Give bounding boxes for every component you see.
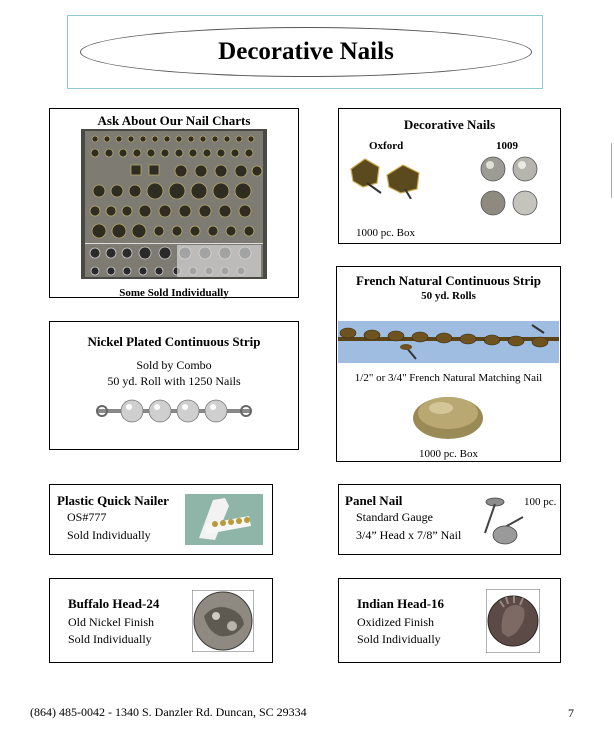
- buffalo-head-title: Buffalo Head-24: [68, 596, 160, 611]
- footer-contact: (864) 485-0042 - 1340 S. Danzler Rd. Duncan, SC 29334: [30, 705, 307, 719]
- french-box-note: 1000 pc. Box: [419, 448, 478, 460]
- nickel-strip-title: Nickel Plated Continuous Strip: [87, 334, 261, 349]
- indian-head-line2: Sold Individually: [357, 632, 441, 646]
- plastic-nailer-line1: OS#777: [67, 510, 107, 524]
- nail-chart-photo: [81, 129, 267, 279]
- plastic-nailer-title: Plastic Quick Nailer: [57, 493, 169, 508]
- indian-head-title: Indian Head-16: [357, 596, 445, 611]
- decorative-nails-title: Decorative Nails: [403, 117, 496, 132]
- french-strip-box: [336, 266, 561, 462]
- french-matching-nail-photo: [411, 391, 485, 441]
- french-matching-nail: 1/2" or 3/4" French Natural Matching Nail: [354, 372, 543, 384]
- nail-1009-photo: [477, 153, 551, 219]
- model-1009-label: 1009: [496, 140, 518, 152]
- plastic-nailer-box: [49, 484, 273, 555]
- page-title: Decorative Nails: [218, 38, 394, 65]
- nickel-strip-photo: [94, 398, 254, 424]
- french-strip-photo: [338, 321, 559, 363]
- plastic-nailer-line2: Sold Individually: [67, 528, 151, 542]
- nail-charts-caption: Some Sold Individually: [119, 287, 229, 299]
- panel-nail-line2: 3/4” Head x 7/8” Nail: [356, 528, 462, 542]
- oxford-nails-photo: [347, 153, 427, 199]
- decorative-nails-box: [338, 108, 561, 244]
- french-strip-title: French Natural Continuous Strip: [355, 273, 542, 288]
- oxford-label: Oxford: [369, 140, 404, 152]
- plastic-nailer-photo: [185, 494, 263, 545]
- nail-charts-box: [49, 108, 299, 298]
- buffalo-head-box: [49, 578, 273, 663]
- decorative-box-note: 1000 pc. Box: [356, 227, 415, 239]
- nail-charts-title: Ask About Our Nail Charts: [97, 113, 251, 128]
- title-oval: [80, 27, 532, 77]
- panel-nail-line1: Standard Gauge: [356, 510, 433, 524]
- edge-marker: [611, 143, 612, 198]
- french-strip-subtitle: 50 yd. Rolls: [421, 290, 476, 302]
- title-frame: [67, 15, 543, 89]
- buffalo-head-line2: Sold Individually: [68, 632, 152, 646]
- panel-nail-count: 100 pc.: [524, 496, 557, 508]
- page-number: 7: [568, 706, 574, 720]
- nickel-strip-line2: 50 yd. Roll with 1250 Nails: [107, 374, 241, 388]
- panel-nail-title: Panel Nail: [345, 493, 403, 508]
- buffalo-head-line1: Old Nickel Finish: [68, 615, 154, 629]
- nickel-strip-box: [49, 321, 299, 450]
- panel-nail-box: [338, 484, 561, 555]
- indian-head-line1: Oxidized Finish: [357, 615, 434, 629]
- panel-nail-photo: [483, 491, 533, 549]
- indian-head-photo: [486, 589, 540, 653]
- nickel-strip-line1: Sold by Combo: [136, 358, 212, 372]
- indian-head-box: [338, 578, 561, 663]
- buffalo-head-photo: [192, 590, 254, 652]
